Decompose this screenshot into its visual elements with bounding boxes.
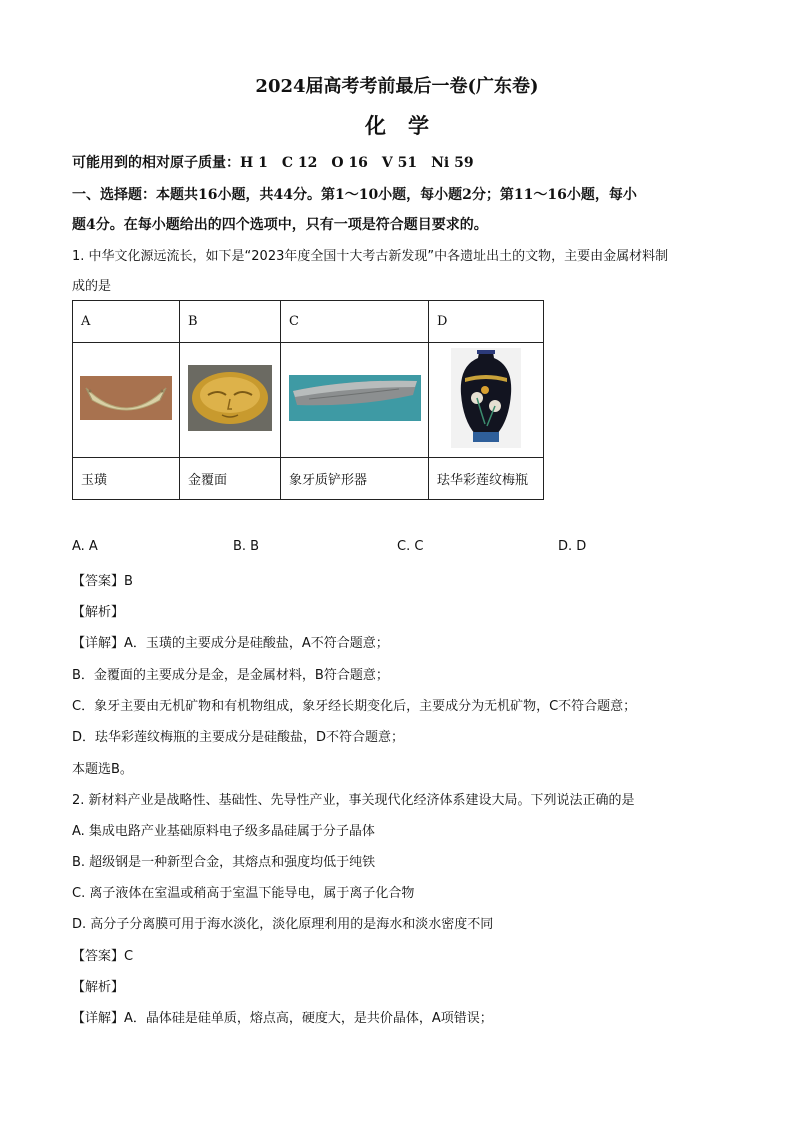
gold-mask-image-cell <box>180 343 281 458</box>
q1-detail-line: D．珐华彩莲纹梅瓶的主要成分是硅酸盐，D不符合题意； <box>72 730 405 745</box>
q1-option-a: A. A <box>72 539 98 554</box>
q1-detail-line: B．金覆面的主要成分是金，是金属材料，B符合题意； <box>72 668 389 683</box>
plum-vase-image <box>451 348 521 448</box>
q1-detail-line: 【详解】A．玉璜的主要成分是硅酸盐，A不符合题意； <box>72 636 389 651</box>
section-instructions-line2: 题4分。在每小题给出的四个选项中，只有一项是符合题目要求的。 <box>72 217 488 233</box>
q1-stem-line1: 1. 中华文化源远流长，如下是“2023年度全国十大考古新发现”中各遗址出土的文物，主要由金属材料制 <box>72 249 669 264</box>
subject-title: 化学 <box>365 113 451 138</box>
q2-option-c: C. 离子液体在室温或稍高于室温下能导电，属于离子化合物 <box>72 886 415 901</box>
q1-stem-line2: 成的是 <box>72 279 112 294</box>
atomic-masses: 可能用到的相对原子质量：H 1 C 12 O 16 V 51 Ni 59 <box>72 155 474 171</box>
q1-analysis-label: 【解析】 <box>72 605 125 620</box>
q1-option-d: D. D <box>558 539 587 554</box>
q1-option-b: B. B <box>233 539 260 554</box>
q2-option-d: D. 高分子分离膜可用于海水淡化，淡化原理利用的是海水和淡水密度不同 <box>72 917 494 932</box>
q1-answer: 【答案】B <box>72 574 133 589</box>
q1-options <box>72 539 586 554</box>
table-cell-letter: D <box>429 301 544 343</box>
artifact-name: 象牙质铲形器 <box>281 458 429 500</box>
q1-detail-line: C．象牙主要由无机矿物和有机物组成，象牙经长期变化后，主要成分为无机矿物，C不符合题意； <box>72 699 637 714</box>
q2-analysis-label: 【解析】 <box>72 980 125 995</box>
ivory-shovel-image-cell <box>281 343 429 458</box>
gold-mask-image <box>188 365 272 431</box>
q1-option-c: C. C <box>397 539 424 554</box>
jade-huang-image <box>80 376 172 420</box>
q1-artifact-table <box>72 300 544 500</box>
ivory-shovel-image <box>289 375 421 421</box>
table-cell-letter: B <box>180 301 281 343</box>
vase-image-cell <box>429 343 544 458</box>
q2-option-b: B. 超级钢是一种新型合金，其熔点和强度均低于纯铁 <box>72 855 376 870</box>
section-instructions-line1: 一、选择题：本题共16小题，共44分。第1～10小题，每小题2分；第11～16小题，每小 <box>72 187 637 203</box>
table-cell-letter: A <box>73 301 180 343</box>
q2-option-a: A. 集成电路产业基础原料电子级多晶硅属于分子晶体 <box>72 824 375 839</box>
q1-conclusion: 本题选B。 <box>72 762 133 777</box>
q2-detail-line: 【详解】A．晶体硅是硅单质，熔点高，硬度大，是共价晶体，A项错误； <box>72 1011 493 1026</box>
q2-stem: 2. 新材料产业是战略性、基础性、先导性产业，事关现代化经济体系建设大局。下列说法正确的是 <box>72 793 635 808</box>
exam-title: 2024届高考考前最后一卷(广东卷) <box>255 76 539 97</box>
artifact-name: 金覆面 <box>180 458 281 500</box>
artifact-name: 玉璜 <box>73 458 180 500</box>
q2-answer: 【答案】C <box>72 949 134 964</box>
jade-huang-image-cell <box>73 343 180 458</box>
table-cell-letter: C <box>281 301 429 343</box>
artifact-name: 珐华彩莲纹梅瓶 <box>429 458 544 500</box>
